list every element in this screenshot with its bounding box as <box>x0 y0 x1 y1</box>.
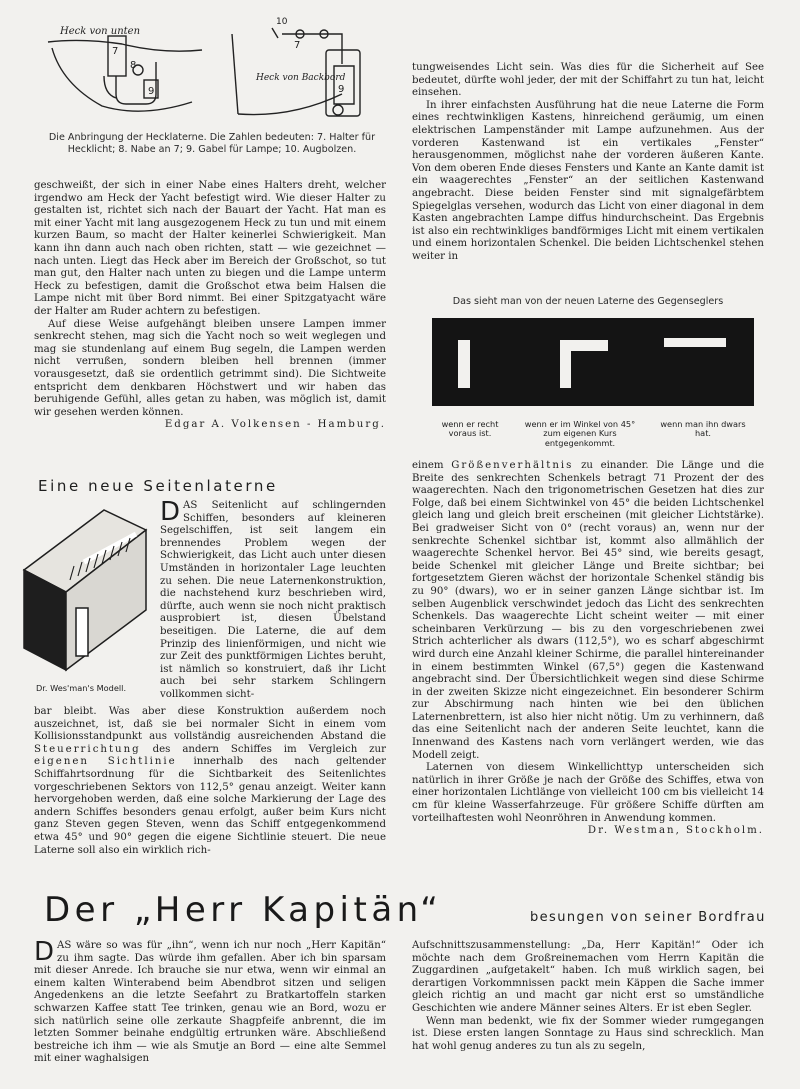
article1-para: geschweißt, der sich in einer Nabe eines Halters dreht, welcher irgendwo am Heck der Yacht befestigt wird. Wie dieser Halter zu gestalten ist, richtet sich nach der Bauart der Yacht. Hat man es mit einer Yacht mit lang ausgezogenem Heck zu tun und mit einem kurzen Baum, so macht der Halter keinerlei Schwierigkeit. Man kann ihn dann auch nach oben richten, statt — wie gezeichnet — nach unten. Liegt das Heck aber im Bereich der Großschot, so tut man gut, den Halter nach unten zu biegen und die Lampe unterm Heck zu befestigen, damit die Großschot etwa beim Halsen die Lampe nicht mit über Bord nimmt. Bei einer Spitzgatyacht wäre der Halter am Ruder achtern zu befestigen. <box>34 180 386 317</box>
article3-col1: D AS wäre so was für „ihn“, wenn ich nur noch „Herr Kapitän“ zu ihm sagte. Das würde ihm gefallen. Aber ich bin sparsam mit dieser Anrede. Ich brauche sie nur etwa, wenn wir einmal an einem kalten Winterabend beim Abendbrot sitzen und seligen Angedenkens an die letzte Seefahrt zu Bratkartoffeln starken schwarzen Kaffee statt Tee trinken, genau wie an Bord, wozu er sich natürlich seine olle zerkaute Shagpfeife anbrennt, die im letzten Sommer beinahe endgültig ertrunken wäre. Abschließend bestreiche ich ihm — wie als Smutje an Bord — eine alte Semmel mit einer waghalsigen <box>34 937 386 1065</box>
lamp-figure-title: Das sieht man von der neuen Laterne des Gegenseglers <box>452 296 724 307</box>
article2-body-right-bottom: einem Größenverhältnis zu einander. Die Länge und die Breite des senkrechten Schenkels betragt 71 Prozent der des waagerechten. Nach den trigonometrischen Gesetzen hat dies zur Folge, daß bei einem Sichtwinkel von 45° die beiden Lichtschenkel gleich lang und gleich breit erscheinen (mit gleicher Lichtstärke). Bei gradweiser Sicht von 0° (recht voraus) an, wenn nur der senkrechte Schenkel sichtbar ist, kommt also allmählich der waagerechte Schenkel hervor. Bei 45° sind, wie bereits gesagt, beide Schenkel mit gleicher Länge und Breite sichtbar; bei fortgesetztem Gieren wächst der horizontale Schenkel ständig bis zu 90° (dwars), wo er in seiner ganzen Länge sichtbar ist. Im selben Augenblick verschwindet jedoch das Licht des senkrechten Schenkels. Das waagerechte Licht scheint weiter — mit einer scheinbaren Verkürzung — bis zu den vorgeschriebenen zwei Strich achterlicher als dwars (112,5°), wo es scharf abgeschirmt wird durch eine Anzahl kleiner Schirme, die parallel hintereinander in einem bestimmten Winkel (67,5°) gegen die Kastenwand angebracht sind. Der Übersichtlichkeit wegen sind diese Schirme in der zweiten Skizze nicht eingezeichnet. Ein besonderer Schirm zur Abschirmung nach hinten wie bei den üblichen Laternenbrettern, ist also hier nicht nötig. Um zu verhinnern, daß das eine Seitenlicht nach der anderen Seite leuchtet, kann die Innenwand des Kastens nach vorn verlängert werden, wie das Modell zeigt. Laternen von diesem Winkellichttyp unterscheiden sich natürlich in ihrer Größe je nach der Größe des Schiffes, etwa von einer horizontalen Lichtlänge von vielleicht 100 cm bis vielleicht 14 cm für kleine Wasserfahrzeuge. Für größere Schiffe dürften am vorteilhaftesten wohl Neonröhren in Anwendung kommen. Dr. Westman, Stockholm. <box>412 460 765 837</box>
angle-horizontal-leg <box>560 340 608 351</box>
lamp-label-45: wenn er im Winkel von 45° zum eigenen Kurs entgegenkommt. <box>524 419 636 448</box>
svg-text:9: 9 <box>148 86 155 97</box>
lamp-figure-background <box>432 318 754 406</box>
svg-text:8: 8 <box>130 60 137 71</box>
heck-unten-label: Heck von unten <box>60 26 141 37</box>
article3-subtitle: besungen von seiner Bordfrau <box>530 910 766 925</box>
westman-model-drawing <box>14 500 154 680</box>
svg-text:10: 10 <box>276 17 288 27</box>
article2-signature: Dr. Westman, Stockholm. <box>587 825 764 837</box>
article2-title: Eine neue Seitenlaterne <box>38 477 278 495</box>
drop-cap: D <box>160 497 181 527</box>
lamp-label-abeam: wenn man ihn dwars hat. <box>660 419 746 439</box>
article1-signature: Edgar A. Volkensen - Hamburg. <box>164 419 386 431</box>
article1-body <box>34 180 386 432</box>
stern-figure-caption: Die Anbringung der Hecklaterne. Die Zahlen bedeuten: 7. Halter für Hecklicht; 8. Nabe an 7; 9. Gabel für Lampe; 10. Augbolzen. <box>48 132 376 155</box>
heck-backbord-label: Heck von Backbord <box>256 73 346 83</box>
model-caption: Dr. Wes'man's Modell. <box>36 683 127 693</box>
lamp-views-figure <box>432 318 754 406</box>
horizontal-leg-only <box>664 338 726 347</box>
svg-text:9: 9 <box>338 84 345 95</box>
article3-title: Der „Herr Kapitän“ <box>44 890 443 930</box>
article1-para: Auf diese Weise aufgehängt bleiben unsere Lampen immer senkrecht stehen, mag sich die Yacht noch so weit weglegen und mag sie stundenlang auf einem Bug segeln, die Lampen werden nicht verrußen, sondern bleiben hell brennen (immer vorausgesetzt, daß sie ordentlich getrimmt sind). Die Sichtweite entspricht dem denkbaren Höchstwert und wir haben das beruhigende Gefühl, alles getan zu haben, was möglich ist, damit wir gesehen werden können. <box>34 318 386 418</box>
stern-lantern-figure <box>42 14 382 126</box>
article3-col2: Aufschnittszusammenstellung: „Da, Herr Kapitän!“ Oder ich möchte nach dem Großreinemachen vom Herrn Kapitän die Zuggardinen „aufgetakelt“ haben. Ich muß wirklich sagen, bei derartigen Vorkommnissen packt mein Käppen die Sache immer gleich richtig an und macht gar nicht erst so umständliche Geschichten wie andere Männer seines Alters. Er ist eben Segler. Wenn man bedenkt, wie fix der Sommer wieder rumgegangen ist. Diese ersten langen Sonntage zu Haus sind schrecklich. Man hat wohl genug anderes zu tun als zu segeln, <box>412 940 764 1052</box>
svg-text:7: 7 <box>294 40 301 51</box>
article2-intro: D AS Seitenlicht auf schlingernden Schiffen, besonders auf kleineren Segelschiffen, ist seit langem ein brennendes Problem wegen der Schwierigkeit, das Licht auch unter diesen Umständen in horizontaler Lage leuchten zu sehen. Die neue Laternenkonstruktion, die nachstehend kurz beschrieben wird, dürfte, auch wenn sie noch nicht praktisch ausprobiert ist, diesen Übelstand beseitigen. Die Laterne, die auf dem Prinzip des linienförmigen, und nicht wie zur Zeit des punktförmigen Lichtes beruht, ist nämlich so konstruiert, daß ihr Licht auch bei sehr starkem Schlingern vollkommen sicht- <box>160 497 386 700</box>
svg-text:7: 7 <box>112 46 119 57</box>
drop-cap: D <box>34 937 55 967</box>
article2-body-left: bar bleibt. Was aber diese Konstruktion außerdem noch auszeichnet, ist, daß sie bei normaler Sicht in einem vom Kollisionsstandpunkt aus vollständig ausreichenden Abstand die Steuerrichtung des andern Schiffes im Vergleich zur eigenen Sichtlinie innerhalb des nach geltender Schiffahrtsordnung für die Sichtbarkeit des Seitenlichtes vorgeschriebenen Sektors von 112,5° genau anzeigt. Weiter kann hervorgehoben werden, daß eine solche Markierung der Lage des andern Schiffes besonders genau erfolgt, außer beim Kurs nicht ganz Steven gegen Steven, wenn das Schiff entgegenkommend etwa 45° und 90° gegen die eigene Sichtlinie steuert. Die neue Laterne soll also ein wirklich rich- <box>34 706 386 856</box>
lamp-label-ahead: wenn er recht voraus ist. <box>441 419 499 439</box>
vertical-leg-only <box>458 340 470 388</box>
article2-body-right-top: tungweisendes Licht sein. Was dies für die Sicherheit auf See bedeutet, dürfte wohl jeder, der mit der Schiffahrt zu tun hat, leicht einsehen. In ihrer einfachsten Ausführung hat die neue Laterne die Form eines rechtwinkligen Kastens, hinreichend geräumig, um einen elektrischen Lampenständer mit Lampe aufzunehmen. Aus der vorderen Kastenwand ist ein vertikales „Fenster“ herausgenommen, möglichst nahe der vorderen äußeren Kante. Von dem oberen Ende dieses Fensters und Kante an Kante damit ist ein waagerechtes „Fenster“ an der seitlichen Kastenwand angebracht. Diese beiden Fenster sind mit signalgefärbtem Spiegelglas versehen, wodurch das Licht von einer diagonal in dem Kasten angebrachten Lampe diffus hindurchscheint. Das Ergebnis ist also ein rechtwinkliges bandförmiges Licht mit einem vertikalen und einem horizontalen Schenkel. Die beiden Lichtschenkel stehen weiter in <box>412 62 764 262</box>
